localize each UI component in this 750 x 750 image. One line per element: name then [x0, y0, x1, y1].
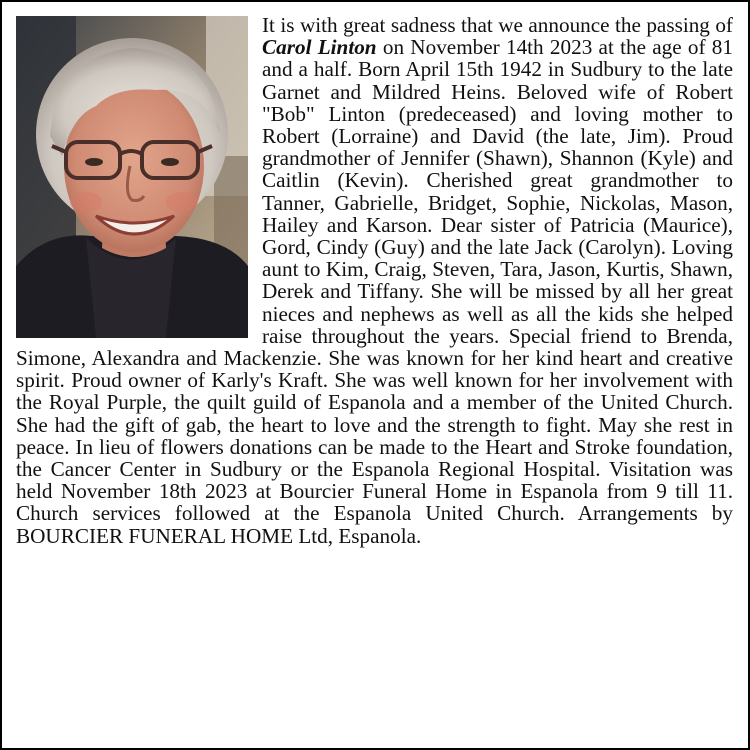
portrait-illustration	[16, 16, 248, 338]
deceased-name: Carol Linton	[262, 35, 377, 60]
obituary-text	[16, 14, 733, 547]
portrait-photo	[16, 16, 248, 338]
obituary-body: on November 14th 2023 at the age of 81 and a half. Born April 15th 1942 in Sudbury to the late Garnet and Mildred Heins. Beloved wife of Robert "Bob" Linton (predeceased) and loving mother to Robert (Lorraine) and David (the late, Jim). Proud grandmother of Jennifer (Shawn), Shannon (Kyle) and Caitlin (Kevin). Cherished great grandmother to Tanner, Gabrielle, Bridget, Sophie, Nickolas, Mason, Hailey and Karson. Dear sister of Patricia (Maurice), Gord, Cindy (Guy) and the late Jack (Carolyn). Loving aunt to Kim, Craig, Steven, Tara, Jason, Kurtis, Shawn, Derek and Tiffany. She will be missed by all her great nieces and nephews as well as all the kids she helped raise throughout the years. Special friend to Brenda, Simone, Alexandra and Mackenzie. She was known for her kind heart and creative spirit. Proud owner of Karly's Kraft. She was well known for her involvement with the Royal Purple, the quilt guild of Espanola and a member of the United Church. She had the gift of gab, the heart to love and the strength to fight. May she rest in peace. In lieu of flowers donations can be made to the Heart and Stroke foundation, the Cancer Center in Sudbury or the Espanola Regional Hospital. Visitation was held November 18th 2023 at Bourcier Funeral Home in Espanola from 9 till 11. Church services followed at the Espanola United Church. Arrangements by BOURCIER FUNERAL HOME Ltd, Espanola.	[16, 35, 733, 548]
obituary-lead: It is with great sadness that we announce the passing of	[262, 13, 733, 37]
